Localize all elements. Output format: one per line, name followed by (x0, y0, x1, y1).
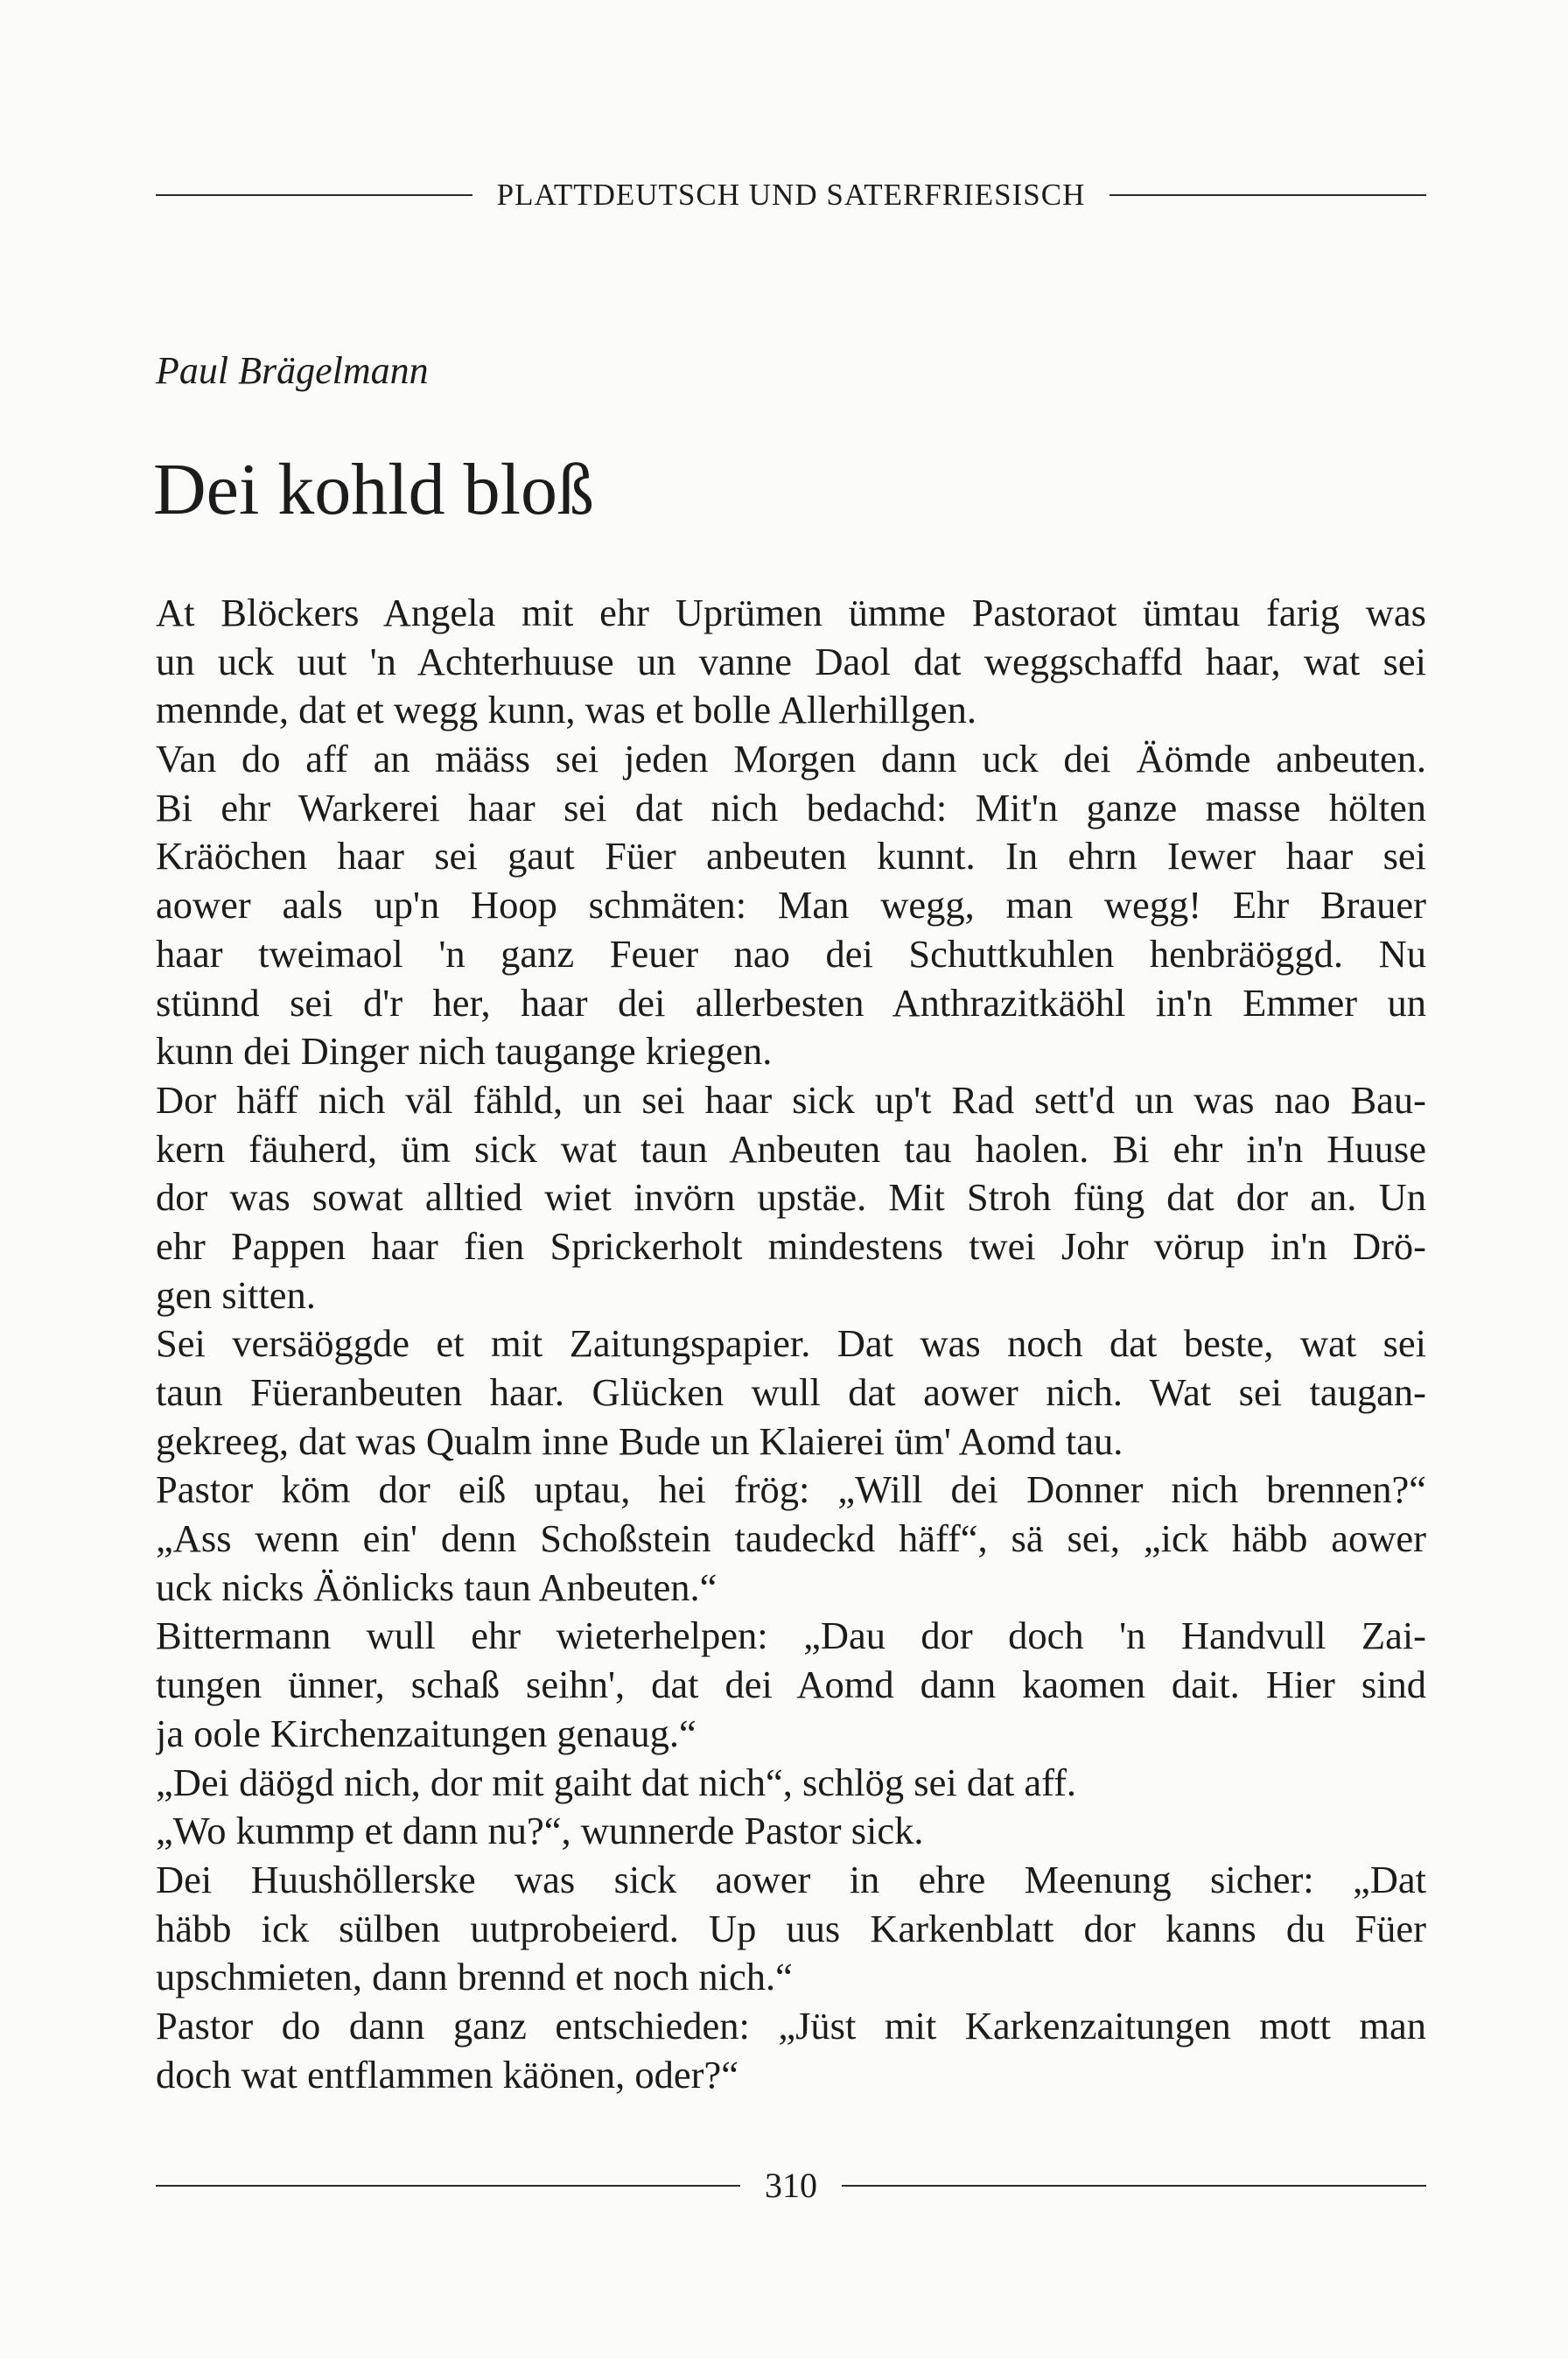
text-line: mennde, dat et wegg kunn, was et bolle Allerhillgen. (156, 688, 976, 732)
text-line: „Ass wenn ein' denn Schoßstein taudeckd häff“, sä sei, „ick häbb aower (156, 1516, 1426, 1561)
text-line: kern fäuherd, üm sick wat taun Anbeuten tau haolen. Bi ehr in'n Huuse (156, 1126, 1426, 1171)
text-line: gen sitten. (156, 1272, 316, 1317)
text-line: uck nicks Äönlicks taun Anbeuten.“ (156, 1564, 718, 1609)
text-line: ja oole Kirchenzaitungen genaug.“ (156, 1711, 696, 1755)
text-line: aower aals up'n Hoop schmäten: Man wegg, man wegg! Ehr Brauer (156, 883, 1426, 928)
header-rule-left (156, 194, 472, 196)
text-line: „Wo kummp et dann nu?“, wunnerde Pastor sick. (156, 1809, 924, 1853)
text-line: At Blöckers Angela mit ehr Uprümen ümme Pastoraot ümtau farig was (156, 591, 1426, 634)
text-line: stünnd sei d'r her, haar dei allerbesten Anthrazitkäöhl in'n Emmer un (156, 980, 1426, 1025)
text-line: Bittermann wull ehr wieterhelpen: „Dau dor doch 'n Handvull Zai- (156, 1614, 1426, 1658)
text-line: un uck uut 'n Achterhuuse un vanne Daol dat weggschaffd haar, wat sei (156, 639, 1426, 683)
running-title: PLATTDEUTSCH UND SATERFRIESISCH (496, 178, 1086, 212)
header-rule-right (1110, 194, 1426, 196)
story-title: Dei kohld bloß (153, 449, 594, 530)
text-line: doch wat entflammen käönen, oder?“ (156, 2052, 738, 2096)
text-line: „Dei däögd nich, dor mit gaiht dat nich“, schlög sei dat aff. (156, 1760, 1077, 1804)
story-body (156, 589, 1426, 2099)
running-header (156, 178, 1426, 213)
page-footer (156, 2165, 1426, 2206)
text-line: Pastor köm dor eiß uptau, hei frög: „Will dei Donner nich brennen?“ (156, 1467, 1426, 1512)
text-line: taun Füeranbeuten haar. Glücken wull dat aower nich. Wat sei taugan- (156, 1370, 1426, 1414)
text-line: Van do aff an määss sei jeden Morgen dann uck dei Äömde anbeuten. (156, 737, 1426, 781)
text-line: upschmieten, dann brennd et noch nich.“ (156, 1955, 793, 1999)
text-line: gekreeg, dat was Qualm inne Bude un Klaierei üm' Aomd tau. (156, 1418, 1124, 1463)
text-line: tungen ünner, schaß seihn', dat dei Aomd dann kaomen dait. Hier sind (156, 1662, 1426, 1707)
text-line: Dei Huushöllerske was sick aower in ehre Meenung sicher: „Dat (156, 1857, 1426, 1901)
footer-rule-right (842, 2185, 1426, 2187)
text-line: dor was sowat alltied wiet invörn upstäe. Mit Stroh füng dat dor an. Un (156, 1175, 1426, 1220)
page-number: 310 (765, 2166, 817, 2205)
text-line: Kräöchen haar sei gaut Füer anbeuten kunnt. In ehrn Iewer haar sei (156, 834, 1426, 878)
text-line: ehr Pappen haar fien Sprickerholt mindestens twei Johr vörup in'n Drö- (156, 1223, 1426, 1268)
text-line: haar tweimaol 'n ganz Feuer nao dei Schuttkuhlen henbräöggd. Nu (156, 931, 1426, 976)
text-line: kunn dei Dinger nich taugange kriegen. (156, 1029, 773, 1074)
text-line: Dor häff nich väl fähld, un sei haar sick up't Rad sett'd un was nao Bau- (156, 1077, 1426, 1122)
footer-rule-left (156, 2185, 740, 2187)
text-line: Sei versäöggde et mit Zaitungspapier. Dat was noch dat beste, wat sei (156, 1321, 1426, 1366)
text-line: Pastor do dann ganz entschieden: „Jüst mit Karkenzaitungen mott man (156, 2003, 1426, 2048)
text-line: häbb ick sülben uutprobeierd. Up uus Karkenblatt dor kanns du Füer (156, 1906, 1426, 1950)
author-name: Paul Brägelmann (156, 349, 429, 392)
text-line: Bi ehr Warkerei haar sei dat nich bedachd: Mit'n ganze masse hölten (156, 785, 1426, 830)
